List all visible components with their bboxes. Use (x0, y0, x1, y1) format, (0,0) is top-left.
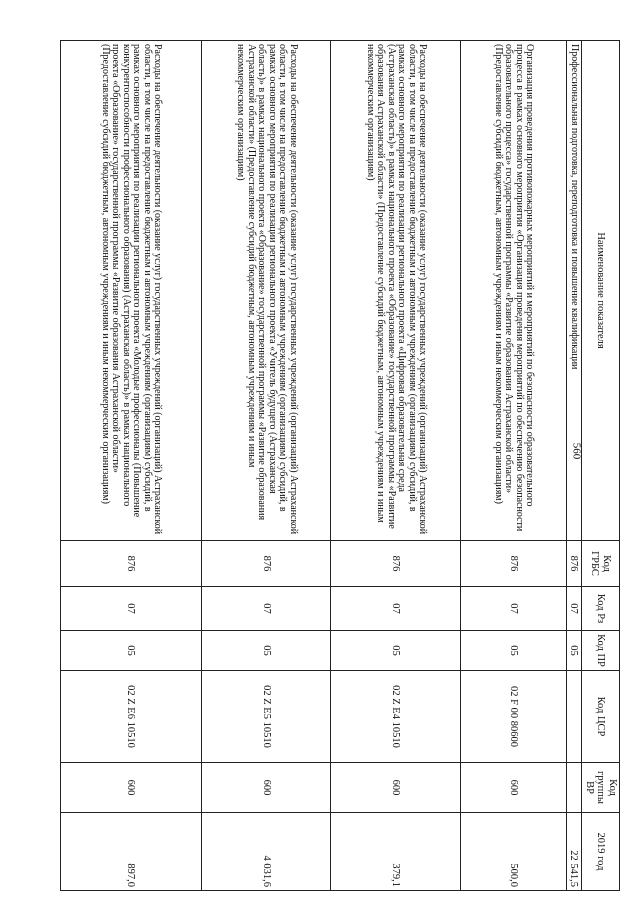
row-vr (566, 763, 581, 813)
budget-table (60, 40, 620, 891)
header-grbs: Код ГРБС (582, 541, 620, 587)
row-amount: 4 031,6 (201, 813, 331, 891)
row-amount: 897,0 (61, 813, 202, 891)
row-vr: 600 (461, 763, 567, 813)
row-name: Расходы на обеспечение деятельности (оказание услуг) государственных учреждений (организаций) Астраханской области, в том числе на предоставление бюджетным и автономным учреждениям (организациям) субсидий, в рамках основного мероприятия по реализации регионального проекта «Учитель будущего (Астраханская область)» в рамках национального проекта «Образование» государственной программы «Развитие образования Астраханской области» (Предоставление субсидий бюджетным, автономным учреждениям и иным некоммерческим организациям) (201, 41, 331, 541)
row-grbs: 876 (201, 541, 331, 587)
row-name: Расходы на обеспечение деятельности (оказание услуг) государственных учреждений (организаций) Астраханской области, в том числе на предоставление бюджетным и автономным учреждениям (организациям) субсидий, в рамках основного мероприятия по реализации регионального проекта «Молодые профессионалы (Повышение конкурентоспособности профессионального образования) (Астраханская область)» в рамках национального проекта «Образование» государственной программы «Развитие образования Астраханской области» (Предоставление субсидий бюджетным, автономным учреждениям и иным некоммерческим организациям) (61, 41, 202, 541)
row-rz: 07 (201, 587, 331, 631)
header-year: 2019 год (582, 813, 620, 891)
row-name: Организация проведения противопожарных мероприятий и мероприятий по безопасности образовательного процесса в рамках основного мероприятия «Организация проведения мероприятий по обеспечению безопасности образовательного процесса» государственной программы «Развитие образования Астраханской области» (Предоставление субсидий бюджетным, автономным учреждениям и иным некоммерческим организациям) (461, 41, 567, 541)
row-grbs: 876 (566, 541, 581, 587)
row-name: Расходы на обеспечение деятельности (оказание услуг) государственных учреждений (организаций) Астраханской области, в том числе на предоставление бюджетным и автономным учреждениям (организациям) субсидий, в рамках основного мероприятия по реализации регионального проекта «Цифровая образовательная среда (Астраханская область)» в рамках национального проекта «Образование» государственной программы «Развитие образования Астраханской области» (Предоставление субсидий бюджетным, автономным учреждениям и иным некоммерческим организациям) (331, 41, 461, 541)
table-header-row (582, 41, 620, 891)
table-row (331, 41, 461, 891)
header-name: Наименование показателя (582, 41, 620, 541)
table-row (566, 41, 581, 891)
row-rz: 07 (461, 587, 567, 631)
row-amount: 22 541,5 (566, 813, 581, 891)
row-pr: 05 (201, 631, 331, 671)
rotated-page (60, 40, 620, 890)
header-rz: Код Рз (582, 587, 620, 631)
row-vr: 600 (61, 763, 202, 813)
row-rz: 07 (566, 587, 581, 631)
row-grbs: 876 (61, 541, 202, 587)
row-amount: 379,1 (331, 813, 461, 891)
row-rz: 07 (331, 587, 461, 631)
row-csr: 02 F 00 80600 (461, 671, 567, 763)
header-csr: Код ЦСР (582, 671, 620, 763)
table-row (201, 41, 331, 891)
row-grbs: 876 (331, 541, 461, 587)
row-vr: 600 (201, 763, 331, 813)
header-pr: Код ПР (582, 631, 620, 671)
row-pr: 05 (61, 631, 202, 671)
page-number: 560 (570, 442, 583, 460)
row-pr: 05 (566, 631, 581, 671)
row-amount: 500,0 (461, 813, 567, 891)
row-csr: 02 Z E4 10510 (331, 671, 461, 763)
row-name: Профессиональная подготовка, переподготовка и повышение квалификации (566, 41, 581, 541)
table-row (61, 41, 202, 891)
row-csr (566, 671, 581, 763)
table-container (60, 40, 620, 890)
row-pr: 05 (461, 631, 567, 671)
row-grbs: 876 (461, 541, 567, 587)
row-csr: 02 Z E5 10510 (201, 671, 331, 763)
row-pr: 05 (331, 631, 461, 671)
row-csr: 02 Z E6 10510 (61, 671, 202, 763)
table-row (461, 41, 567, 891)
row-vr: 600 (331, 763, 461, 813)
header-vr: Код группы ВР (582, 763, 620, 813)
row-rz: 07 (61, 587, 202, 631)
